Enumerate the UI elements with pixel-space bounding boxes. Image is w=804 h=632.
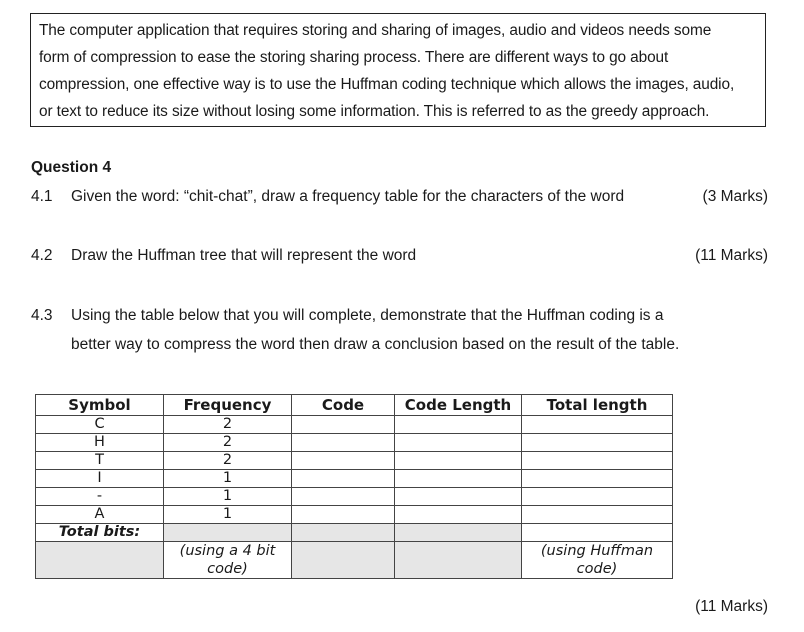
code-length-cell[interactable] (395, 434, 522, 452)
question-text-continuation: better way to compress the word then draw a conclusion based on the result of the table. (71, 336, 680, 353)
total-length-cell[interactable] (522, 434, 673, 452)
shaded-cell (292, 524, 395, 542)
total-length-cell[interactable] (522, 416, 673, 434)
header-code: Code (292, 395, 395, 416)
frequency-cell: 1 (164, 488, 292, 506)
symbol-cell: H (36, 434, 164, 452)
question-heading: Question 4 (31, 159, 112, 176)
code-cell[interactable] (292, 488, 395, 506)
table-row (36, 452, 673, 470)
total-length-cell[interactable] (522, 506, 673, 524)
frequency-cell: 2 (164, 416, 292, 434)
code-cell[interactable] (292, 434, 395, 452)
code-length-cell[interactable] (395, 470, 522, 488)
table-row (36, 434, 673, 452)
frequency-cell: 1 (164, 470, 292, 488)
code-cell[interactable] (292, 506, 395, 524)
huffman-comparison-table (35, 394, 673, 579)
frequency-cell: 2 (164, 434, 292, 452)
shaded-cell (395, 524, 522, 542)
question-marks: (11 Marks) (695, 247, 768, 264)
table-row (36, 416, 673, 434)
symbol-cell: - (36, 488, 164, 506)
intro-paragraph-box (30, 13, 766, 127)
intro-line: form of compression to ease the storing sharing process. There are different ways to go about (39, 49, 669, 66)
intro-line: or text to reduce its size without losing some information. This is referred to as the greedy approach. (39, 103, 710, 120)
frequency-cell: 2 (164, 452, 292, 470)
question-text: Given the word: “chit-chat”, draw a frequency table for the characters of the word (71, 188, 625, 205)
code-length-cell[interactable] (395, 416, 522, 434)
shaded-cell (292, 542, 395, 579)
total-length-cell[interactable] (522, 470, 673, 488)
code-length-cell[interactable] (395, 506, 522, 524)
notes-row (36, 542, 673, 579)
total-bits-huffman-cell[interactable] (522, 524, 673, 542)
question-4-3-marks: (11 Marks) (695, 598, 768, 615)
total-bits-label: Total bits: (36, 524, 164, 542)
intro-line: compression, one effective way is to use the Huffman coding technique which allows the images, audio, (39, 76, 735, 93)
symbol-cell: C (36, 416, 164, 434)
header-frequency: Frequency (164, 395, 292, 416)
note-line: (using Huffman (540, 543, 654, 559)
total-length-cell[interactable] (522, 452, 673, 470)
question-number: 4.2 (31, 247, 53, 264)
question-text: Using the table below that you will complete, demonstrate that the Huffman coding is a (71, 307, 664, 324)
note-line: (using a 4 bit (179, 543, 276, 559)
table-row (36, 506, 673, 524)
code-cell[interactable] (292, 416, 395, 434)
symbol-cell: T (36, 452, 164, 470)
total-bits-row (36, 524, 673, 542)
shaded-cell (36, 542, 164, 579)
code-cell[interactable] (292, 452, 395, 470)
note-huffman-code (522, 542, 673, 579)
frequency-cell: 1 (164, 506, 292, 524)
header-symbol: Symbol (36, 395, 164, 416)
symbol-cell: I (36, 470, 164, 488)
shaded-cell (164, 524, 292, 542)
note-line: code) (576, 561, 618, 577)
shaded-cell (395, 542, 522, 579)
intro-line: The computer application that requires storing and sharing of images, audio and videos needs some (39, 22, 712, 39)
code-cell[interactable] (292, 470, 395, 488)
table-row (36, 470, 673, 488)
table-row (36, 488, 673, 506)
question-number: 4.1 (31, 188, 53, 205)
table-header-row (36, 395, 673, 416)
header-code-length: Code Length (395, 395, 522, 416)
question-number: 4.3 (31, 307, 53, 324)
code-length-cell[interactable] (395, 488, 522, 506)
note-line: code) (207, 561, 248, 577)
note-4-bit-code (164, 542, 292, 579)
question-text: Draw the Huffman tree that will represent the word (71, 247, 417, 264)
header-total-length: Total length (522, 395, 673, 416)
symbol-cell: A (36, 506, 164, 524)
question-marks: (3 Marks) (702, 188, 768, 205)
total-length-cell[interactable] (522, 488, 673, 506)
code-length-cell[interactable] (395, 452, 522, 470)
